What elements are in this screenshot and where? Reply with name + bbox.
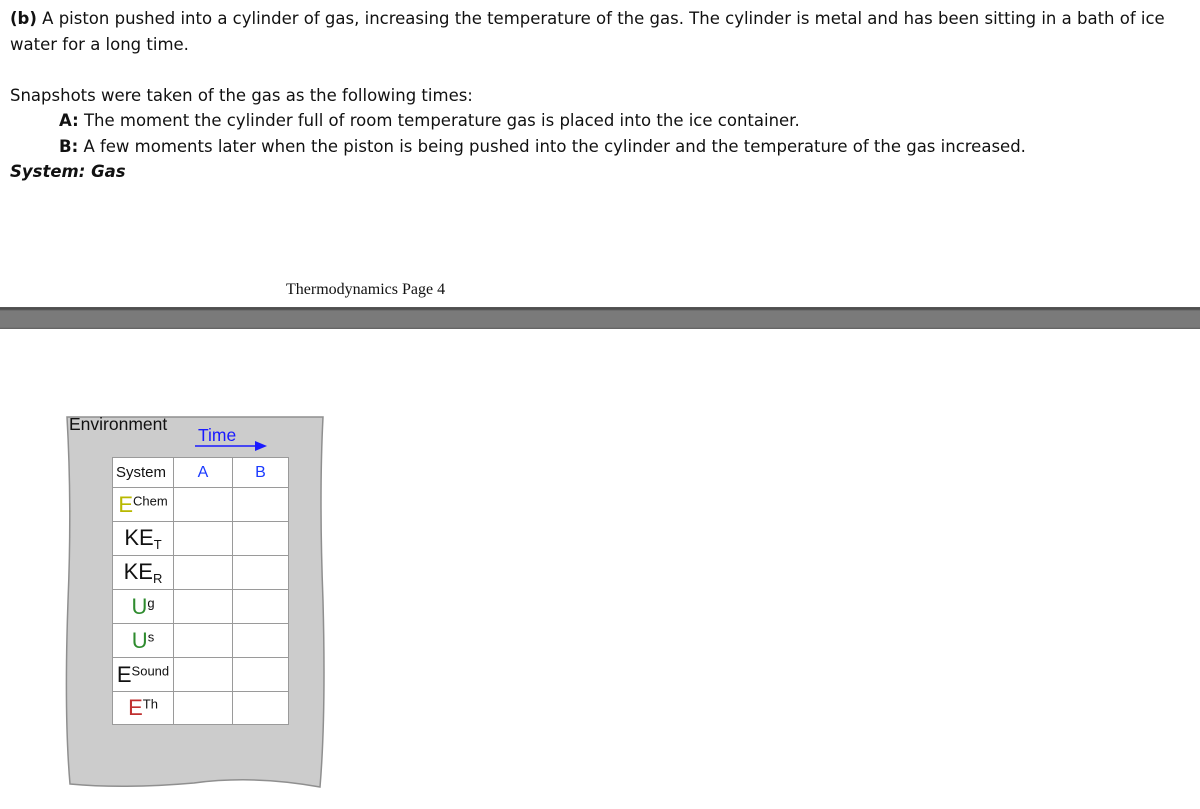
table-row	[113, 624, 289, 658]
cell-a[interactable]	[174, 488, 233, 522]
cell-a[interactable]	[174, 692, 233, 725]
cell-b[interactable]	[233, 488, 289, 522]
table-row	[113, 522, 289, 556]
snapshot-intro: Snapshots were taken of the gas as the following times:	[10, 86, 473, 105]
energy-script: Sound	[131, 663, 170, 679]
energy-table	[112, 457, 289, 725]
cell-b[interactable]	[233, 692, 289, 725]
energy-symbol: U	[131, 627, 148, 653]
cell-a[interactable]	[174, 522, 233, 556]
page-footer: Thermodynamics Page 4	[286, 281, 446, 298]
energy-script: Chem	[133, 493, 168, 509]
energy-label-cell	[113, 590, 174, 624]
cell-a[interactable]	[174, 658, 233, 692]
environment-label: Environment	[69, 414, 168, 434]
column-b-header: B	[233, 458, 289, 488]
energy-script: s	[147, 629, 155, 645]
question-line-2: water for a long time.	[10, 35, 189, 54]
table-row	[113, 556, 289, 590]
energy-label-cell	[113, 522, 174, 556]
cell-b[interactable]	[233, 522, 289, 556]
table-header-row	[113, 458, 289, 488]
question-label: (b)	[10, 9, 37, 28]
question-line-1	[10, 6, 1165, 31]
energy-symbol: E	[118, 491, 133, 517]
energy-symbol: KE	[124, 524, 154, 550]
energy-symbol: E	[128, 695, 143, 720]
cell-b[interactable]	[233, 590, 289, 624]
table-row	[113, 590, 289, 624]
energy-label-cell	[113, 488, 174, 522]
time-label: Time	[198, 425, 237, 445]
document-page	[0, 0, 1200, 310]
cell-b[interactable]	[233, 624, 289, 658]
snapshot-item-b	[59, 134, 1026, 159]
energy-symbol: E	[116, 661, 132, 687]
snapshot-text-a: The moment the cylinder full of room temperature gas is placed into the ice container.	[83, 111, 800, 130]
system-header: System	[113, 458, 174, 488]
table-row	[113, 658, 289, 692]
question-text: A piston pushed into a cylinder of gas, increasing the temperature of the gas. The cylinder is metal and has been sitting in a bath of ice	[42, 9, 1165, 28]
snapshot-text-b: A few moments later when the piston is being pushed into the cylinder and the temperature of the gas increased.	[83, 137, 1026, 156]
snapshot-label-a: A:	[59, 111, 79, 130]
energy-label-cell	[113, 624, 174, 658]
energy-script: g	[147, 595, 155, 611]
energy-label-cell	[113, 692, 174, 725]
cell-a[interactable]	[174, 556, 233, 590]
energy-script: Th	[142, 696, 158, 712]
energy-label-cell	[113, 556, 174, 590]
system-line: System: Gas	[10, 162, 126, 181]
snapshot-item-a	[59, 108, 800, 133]
energy-label-cell	[113, 658, 174, 692]
energy-symbol: U	[131, 593, 148, 619]
cell-b[interactable]	[233, 658, 289, 692]
page-separator	[0, 307, 1200, 329]
table-row	[113, 692, 289, 725]
cell-a[interactable]	[174, 624, 233, 658]
time-arrow	[193, 440, 269, 452]
column-a-header: A	[174, 458, 233, 488]
energy-script: T	[153, 537, 162, 553]
cell-b[interactable]	[233, 556, 289, 590]
table-row	[113, 488, 289, 522]
cell-a[interactable]	[174, 590, 233, 624]
energy-symbol: KE	[123, 558, 153, 584]
energy-script: R	[152, 571, 163, 587]
snapshot-label-b: B:	[59, 137, 79, 156]
